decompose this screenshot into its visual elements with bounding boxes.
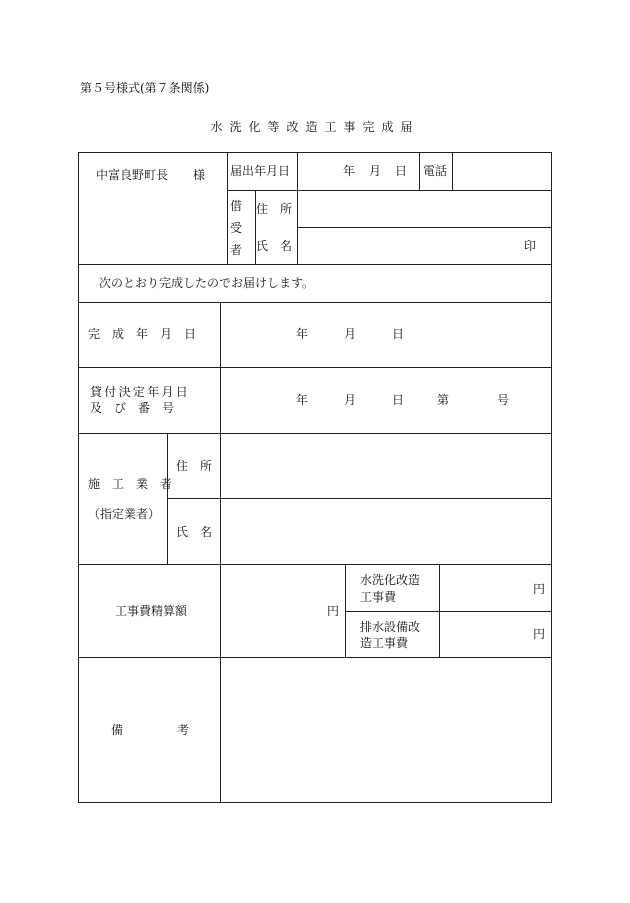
contractor-address-label: 住 所 [176, 459, 213, 473]
cost-item-label-2a: 排水設備改 [360, 620, 421, 634]
loan-number-prefix: 第 [437, 393, 450, 407]
cost-item-label-2b: 造工事費 [360, 636, 409, 650]
borrower-label-char: 借 [230, 199, 243, 213]
loan-day-unit[interactable]: 日 [392, 393, 405, 407]
cost-item-unit-1[interactable]: 円 [533, 582, 546, 596]
contractor-label: 施 工 業 者 [88, 477, 173, 491]
loan-number-suffix[interactable]: 号 [497, 393, 510, 407]
cost-label: 工事費精算額 [115, 604, 188, 618]
completion-date-label: 完 成 年 月 日 [88, 327, 197, 341]
form-number: 第５号様式(第７条関係) [80, 81, 210, 95]
loan-decision-label-1: 貸付決定年月日 [90, 385, 191, 399]
filing-month-unit[interactable]: 月 [369, 164, 382, 178]
phone-label: 電話 [423, 164, 448, 178]
filing-year-unit[interactable]: 年 [343, 164, 356, 178]
cost-item-unit-2[interactable]: 円 [533, 627, 546, 641]
borrower-label-char: 者 [230, 243, 243, 257]
filing-day-unit[interactable]: 日 [395, 164, 408, 178]
loan-month-unit[interactable]: 月 [344, 393, 357, 407]
seal-mark: 印 [524, 239, 537, 253]
remarks-label-2: 考 [177, 723, 190, 737]
contractor-sub-label: （指定業者） [88, 507, 161, 521]
borrower-address-label: 住 所 [256, 202, 293, 216]
statement-text: 次のとおり完成したのでお届けします。 [99, 276, 315, 290]
cost-item-label-1a: 水洗化改造 [360, 573, 421, 587]
filing-date-label: 届出年月日 [230, 164, 291, 178]
contractor-name-label: 氏 名 [176, 525, 213, 539]
completion-year-unit[interactable]: 年 [296, 327, 309, 341]
completion-day-unit[interactable]: 日 [392, 327, 405, 341]
borrower-name-label: 氏 名 [256, 239, 293, 253]
addressee-honorific: 様 [193, 168, 206, 182]
loan-year-unit[interactable]: 年 [296, 393, 309, 407]
remarks-label-1: 備 [111, 723, 124, 737]
cost-total-unit[interactable]: 円 [327, 604, 340, 618]
form-title: 水洗化等改造工事完成届 [210, 120, 420, 134]
addressee-name: 中富良野町長 [96, 168, 169, 182]
cost-item-label-1b: 工事費 [360, 590, 397, 604]
borrower-label-char: 受 [230, 221, 243, 235]
completion-month-unit[interactable]: 月 [344, 327, 357, 341]
loan-decision-label-2: 及 び 番 号 [90, 401, 175, 415]
